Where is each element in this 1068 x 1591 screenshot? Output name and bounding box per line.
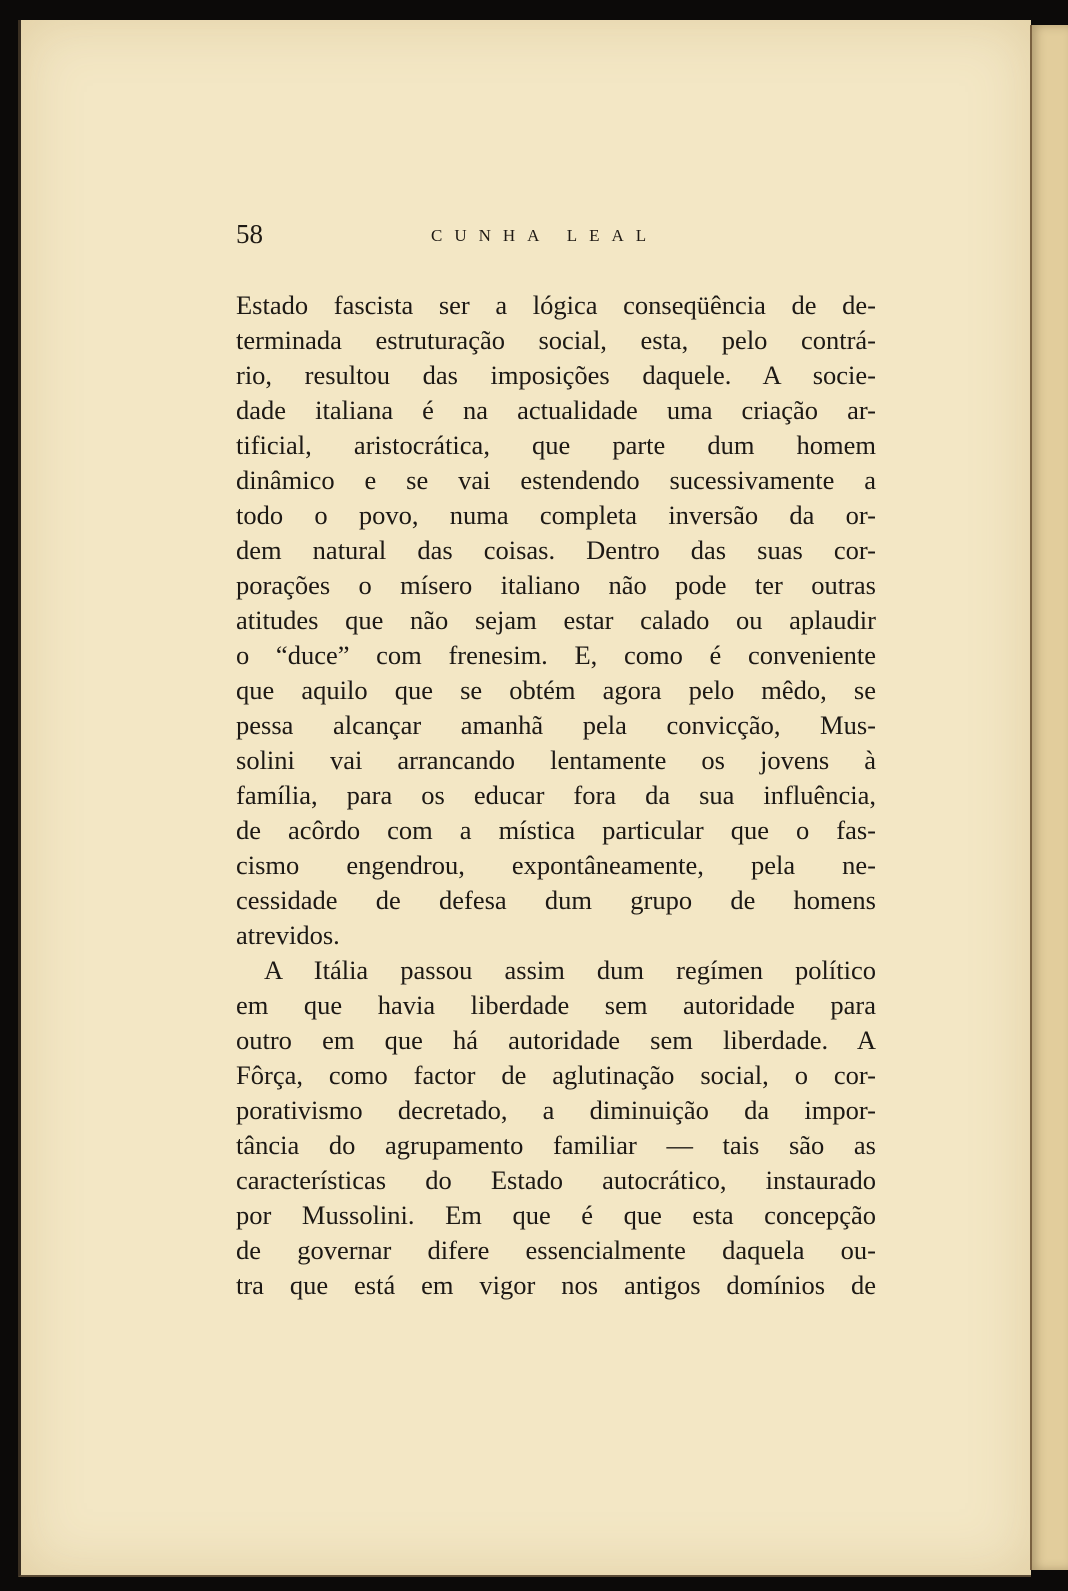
- text-line: cessidade de defesa dum grupo de homens: [236, 885, 876, 915]
- text-line: outro em que há autoridade sem liberdade. A: [236, 1025, 876, 1055]
- text-line: rio, resultou das imposições daquele. A socie-: [236, 360, 876, 390]
- text-line: o “duce” com frenesim. E, como é conveniente: [236, 640, 876, 670]
- body-text: [236, 288, 876, 1303]
- text-line: Estado fascista ser a lógica conseqüência de de-: [236, 290, 876, 320]
- text-line: por Mussolini. Em que é que esta concepção: [236, 1200, 876, 1230]
- text-line: terminada estruturação social, esta, pelo contrá-: [236, 325, 876, 355]
- text-line: tra que está em vigor nos antigos domínios de: [236, 1270, 876, 1300]
- text-line: pessa alcançar amanhã pela convicção, Mus-: [236, 710, 876, 740]
- text-line: porações o mísero italiano não pode ter outras: [236, 570, 876, 600]
- text-line: atitudes que não sejam estar calado ou aplaudir: [236, 605, 876, 635]
- text-line: dade italiana é na actualidade uma criação ar-: [236, 395, 876, 425]
- text-line: dem natural das coisas. Dentro das suas cor-: [236, 535, 876, 565]
- page-number: 58: [236, 219, 263, 249]
- text-line: características do Estado autocrático, instaurado: [236, 1165, 876, 1195]
- text-line: porativismo decretado, a diminuição da impor-: [236, 1095, 876, 1125]
- text-line: que aquilo que se obtém agora pelo mêdo, se: [236, 675, 876, 705]
- text-line: tância do agrupamento familiar — tais são as: [236, 1130, 876, 1160]
- text-line: de governar difere essencialmente daquela ou-: [236, 1235, 876, 1265]
- page-header: [236, 218, 876, 258]
- text-line: A Itália passou assim dum regímen político: [264, 955, 876, 985]
- running-head: CUNHA LEAL: [431, 226, 659, 245]
- text-line: em que havia liberdade sem autoridade para: [236, 990, 876, 1020]
- text-line: todo o povo, numa completa inversão da or-: [236, 500, 876, 530]
- facing-page-edge: [1030, 25, 1068, 1570]
- text-line: cismo engendrou, expontâneamente, pela ne-: [236, 850, 876, 880]
- text-line: família, para os educar fora da sua influência,: [236, 780, 876, 810]
- text-line: atrevidos.: [236, 920, 340, 950]
- text-line: tificial, aristocrática, que parte dum homem: [236, 430, 876, 460]
- text-line: Fôrça, como factor de aglutinação social, o cor-: [236, 1060, 876, 1090]
- text-line: de acôrdo com a mística particular que o fas-: [236, 815, 876, 845]
- text-line: solini vai arrancando lentamente os jovens à: [236, 745, 876, 775]
- text-line: dinâmico e se vai estendendo sucessivamente a: [236, 465, 876, 495]
